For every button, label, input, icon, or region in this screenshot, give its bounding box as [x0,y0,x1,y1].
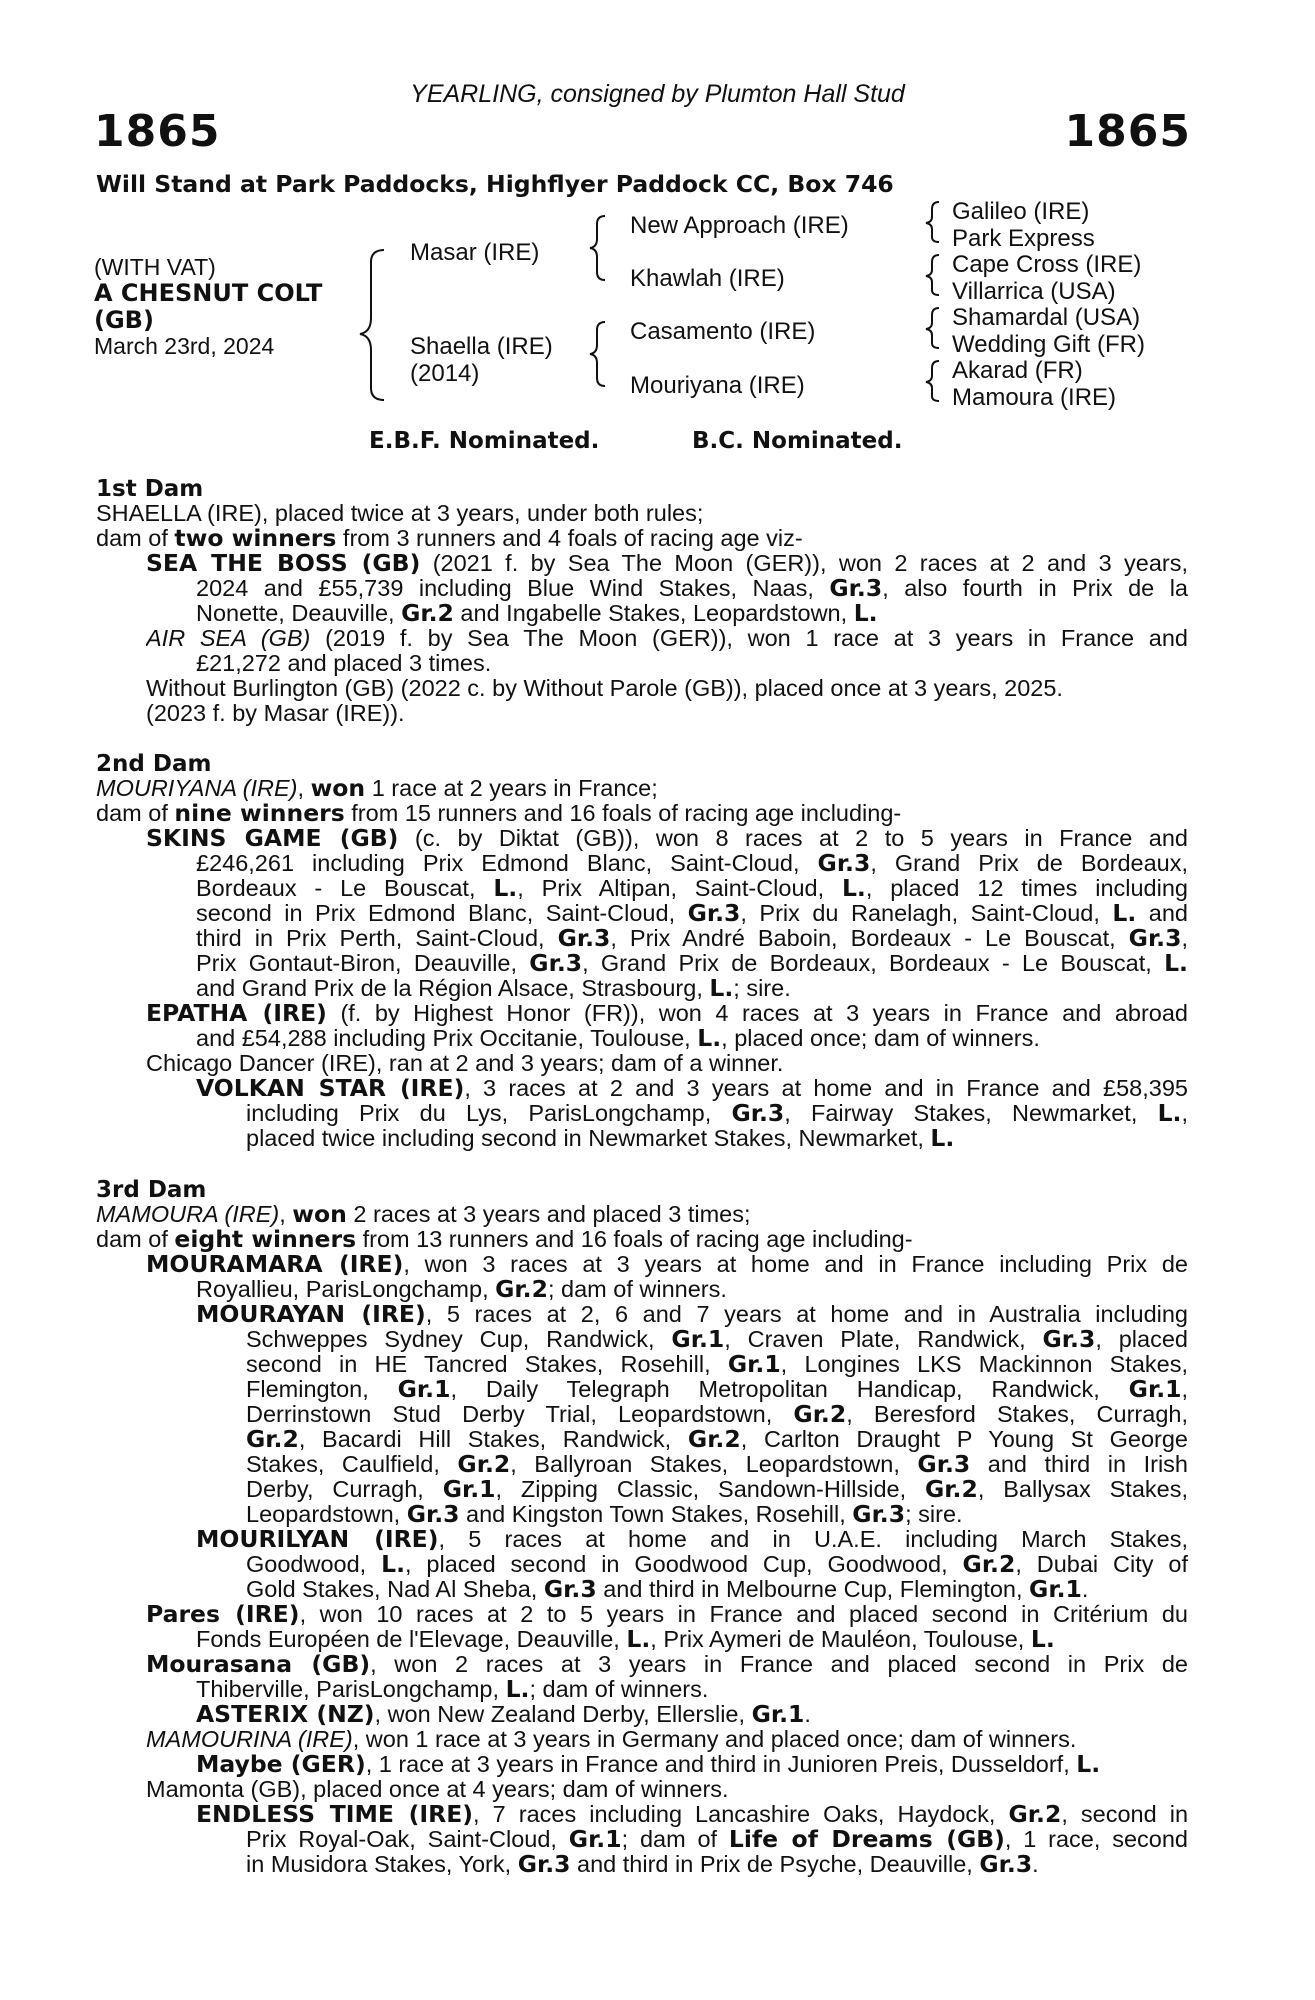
location-line: Will Stand at Park Paddocks, Highflyer Paddock CC, Box 746 [96,170,894,198]
gen3-name-1: Galileo (IRE) [952,198,1090,225]
dam-dam-name: Mouriyana (IRE) [630,372,805,399]
gen3-name-6: Wedding Gift (FR) [952,331,1145,358]
gen3-name-4: Villarrica (USA) [952,278,1116,305]
dam-sire-name: Casamento (IRE) [630,318,816,345]
brace-g4 [926,361,939,401]
brace-g3 [926,308,939,348]
ebf-nomination: E.B.F. Nominated. [369,428,600,454]
section-heading-2nd-dam: 2nd Dam [96,751,212,777]
horse-name-country: (GB) [94,306,154,334]
dam-year: (2014) [410,360,480,387]
dam1-text: SHAELLA (IRE), placed twice at 3 years, under both rules; dam of two winners from 3 runners and 4 foals of racing age viz- SEA THE BOSS (GB) (2021 f. by Sea The Moon (GER)), won 2 races at 2 and 3 years, 2024 and £55,739 including Blue Wind Stakes, Naas, Gr.3, also fourth in Prix de la Nonette, Deauville, Gr.2 and Ingabelle Stakes, Leopardstown, L. AIR SEA (GB) (2019 f. by Sea The Moon (GER)), won 1 race at 3 years in France and £21,272 and placed 3 times. Without Burlington (GB) (2022 c. by Without Parole (GB)), placed once at 3 years, 2025. (2023 f. by Masar (IRE)). [96,501,1188,726]
gen3-name-2: Park Express [952,225,1095,252]
brace-dam [590,322,605,386]
brace-g1 [926,202,939,242]
brace-sire [590,216,605,280]
sire-name: Masar (IRE) [410,239,540,266]
sire-sire-name: New Approach (IRE) [630,212,849,239]
vat-note: (WITH VAT) [94,254,216,280]
lot-number-left: 1865 [94,106,221,157]
gen3-name-3: Cape Cross (IRE) [952,251,1142,278]
gen3-name-7: Akarad (FR) [952,357,1083,384]
section-heading-3rd-dam: 3rd Dam [96,1177,207,1203]
lot-number-right: 1865 [1064,106,1191,157]
gen3-name-5: Shamardal (USA) [952,304,1141,331]
section-heading-1st-dam: 1st Dam [96,476,204,502]
brace-main [360,250,384,400]
horse-name: A CHESNUT COLT [94,279,323,307]
sire-dam-name: Khawlah (IRE) [630,265,785,292]
dam3-text: MAMOURA (IRE), won 2 races at 3 years and placed 3 times; dam of eight winners from 13 runners and 16 foals of racing age including- MOURAMARA (IRE), won 3 races at 3 years at home and in France including Prix de Royallieu, ParisLongchamp, Gr.2; dam of winners. MOURAYAN (IRE), 5 races at 2, 6 and 7 years at home and in Australia including Schweppes Sydney Cup, Randwick, Gr.1, Craven Plate, Randwick, Gr.3, placed second in HE Tancred Stakes, Rosehill, Gr.1, Longines LKS Mackinnon Stakes, Flemington, Gr.1, Daily Telegraph Metropolitan Handicap, Randwick, Gr.1, Derrinstown Stud Derby Trial, Leopardstown, Gr.2, Beresford Stakes, Curragh, Gr.2, Bacardi Hill Stakes, Randwick, Gr.2, Carlton Draught P Young St George Stakes, Caulfield, Gr.2, Ballyroan Stakes, Leopardstown, Gr.3 and third in Irish Derby, Curragh, Gr.1, Zipping Classic, Sandown-Hillside, Gr.2, Ballysax Stakes, Leopardstown, Gr.3 and Kingston Town Stakes, Rosehill, Gr.3; sire. MOURILYAN (IRE), 5 races at home and in U.A.E. including March Stakes, Goodwood, L., placed second in Goodwood Cup, Goodwood, Gr.2, Dubai City of Gold Stakes, Nad Al Sheba, Gr.3 and third in Melbourne Cup, Flemington, Gr.1. Pares (IRE), won 10 races at 2 to 5 years in France and placed second in Critérium du Fonds Européen de l'Elevage, Deauville, L., Prix Aymeri de Mauléon, Toulouse, L. Mourasana (GB), won 2 races at 3 years in France and placed second in Prix de Thiberville, ParisLongchamp, L.; dam of winners. ASTERIX (NZ), won New Zealand Derby, Ellerslie, Gr.1. MAMOURINA (IRE), won 1 race at 3 years in Germany and placed once; dam of winners. Maybe (GER), 1 race at 3 years in France and third in Junioren Preis, Dusseldorf, L. Mamonta (GB), placed once at 4 years; dam of winners. ENDLESS TIME (IRE), 7 races including Lancashire Oaks, Haydock, Gr.2, second in Prix Royal-Oak, Saint-Cloud, Gr.1; dam of Life of Dreams (GB), 1 race, second in Musidora Stakes, York, Gr.3 and third in Prix de Psyche, Deauville, Gr.3. [96,1202,1188,1877]
consignment-line: YEARLING, consigned by Plumton Hall Stud [410,80,905,108]
horse-dob: March 23rd, 2024 [94,333,275,359]
gen3-name-8: Mamoura (IRE) [952,384,1117,411]
bc-nomination: B.C. Nominated. [692,428,903,454]
dam2-text: MOURIYANA (IRE), won 1 race at 2 years in France; dam of nine winners from 15 runners and 16 foals of racing age including- SKINS GAME (GB) (c. by Diktat (GB)), won 8 races at 2 to 5 years in France and £246,261 including Prix Edmond Blanc, Saint-Cloud, Gr.3, Grand Prix de Bordeaux, Bordeaux - Le Bouscat, L., Prix Altipan, Saint-Cloud, L., placed 12 times including second in Prix Edmond Blanc, Saint-Cloud, Gr.3, Prix du Ranelagh, Saint-Cloud, L. and third in Prix Perth, Saint-Cloud, Gr.3, Prix André Baboin, Bordeaux - Le Bouscat, Gr.3, Prix Gontaut-Biron, Deauville, Gr.3, Grand Prix de Bordeaux, Bordeaux - Le Bouscat, L. and Grand Prix de la Région Alsace, Strasbourg, L.; sire. EPATHA (IRE) (f. by Highest Honor (FR)), won 4 races at 3 years in France and abroad and £54,288 including Prix Occitanie, Toulouse, L., placed once; dam of winners. Chicago Dancer (IRE), ran at 2 and 3 years; dam of a winner. VOLKAN STAR (IRE), 3 races at 2 and 3 years at home and in France and £58,395 including Prix du Lys, ParisLongchamp, Gr.3, Fairway Stakes, Newmarket, L., placed twice including second in Newmarket Stakes, Newmarket, L. [96,776,1188,1151]
dam-name: Shaella (IRE) [410,333,553,360]
brace-g2 [926,255,939,295]
